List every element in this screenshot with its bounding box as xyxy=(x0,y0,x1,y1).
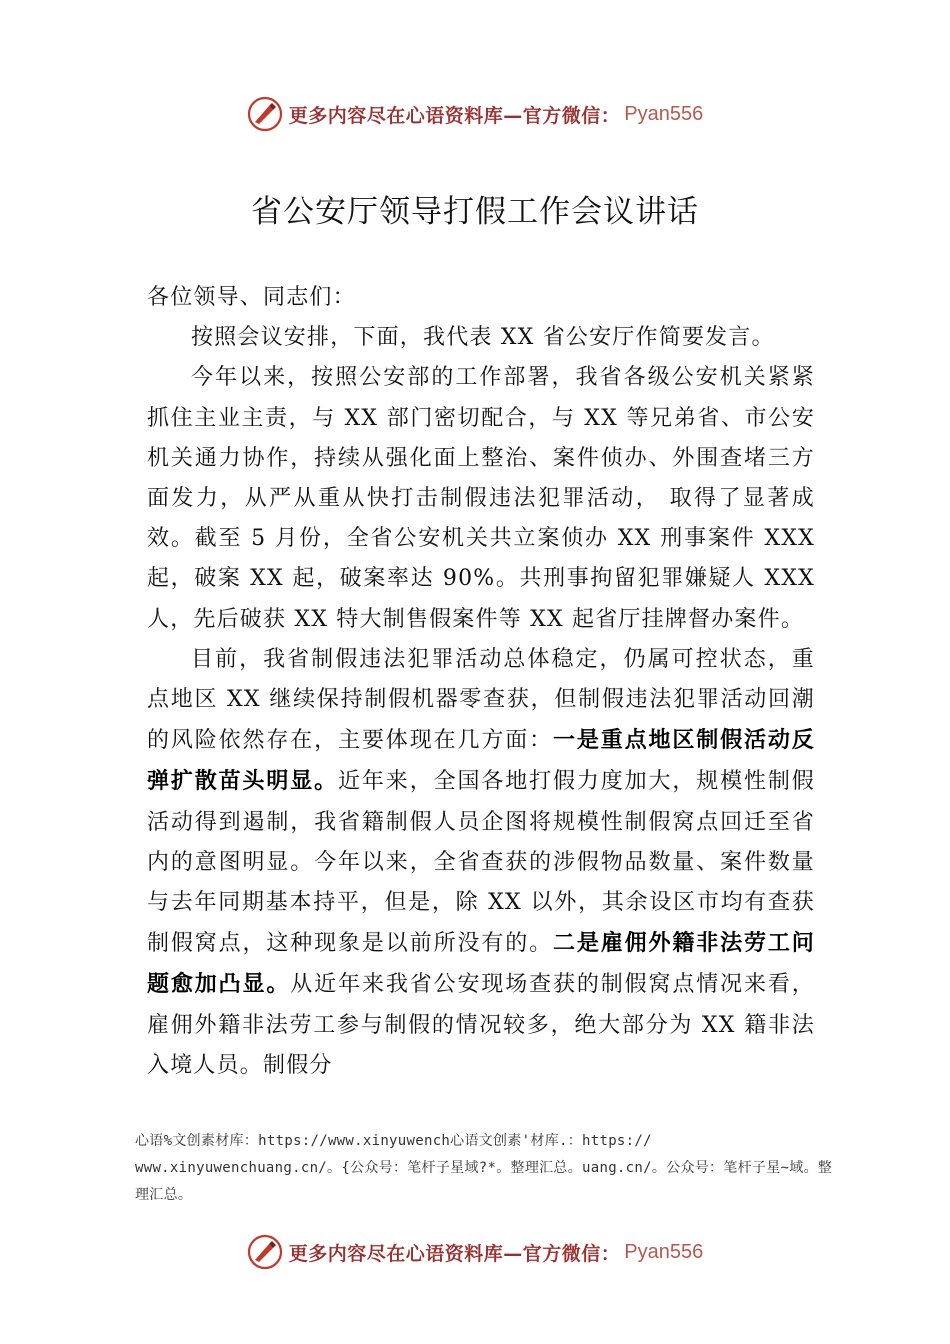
banner-wechat-id: Pyan556 xyxy=(624,1240,704,1263)
point-one-heading: 一是重点地区制假活动反弹扩散苗头明显。 xyxy=(147,727,815,795)
paragraph-3-middle: 近年来，全国各地打假力度加大，规模性制假活动得到遏制，我省籍制假人员企图将规模性制假窝点回迁至省内的意图明显。今年以来，全省查获的涉假物品数量、案件数量与去年同期基本持平，但是，除 XX 以外，其余设区市均有查获制假窝点，这种现象是以前所没有的。 xyxy=(147,769,815,957)
paragraph-3 xyxy=(147,640,815,1086)
document-title: 省公安厅领导打假工作会议讲话 xyxy=(251,194,699,230)
salutation: 各位领导、同志们： xyxy=(147,285,356,310)
point-two-heading: 二是雇佣外籍非法劳工问题愈加凸显。 xyxy=(147,930,815,998)
document-body xyxy=(147,278,815,1086)
pen-logo-icon xyxy=(247,96,283,132)
pen-logo-icon xyxy=(247,1234,283,1270)
paragraph-3-end: 从近年来我省公安现场查获的制假窝点情况来看，雇佣外籍非法劳工参与制假的情况较多，绝大部分为 XX 籍非法入境人员。制假分 xyxy=(147,972,816,1078)
banner-text: 更多内容尽在心语资料库—官方微信： xyxy=(288,1242,621,1265)
watermark-banner-bottom xyxy=(0,1230,950,1274)
watermark-banner-top xyxy=(0,92,950,136)
banner-wechat-id: Pyan556 xyxy=(624,102,704,125)
paragraph-2: 今年以来，按照公安部的工作部署，我省各级公安机关紧紧抓住主业主责，与 XX 部门密切配合，与 XX 等兄弟省、市公安机关通力协作，持续从强化面上整治、案件侦办、外围查堵三方面发力，从严从重从快打击制假违法犯罪活动， 取得了显著成效。截至 5 月份，全省公安机关共立案侦办 XX 刑事案件 XXX 起，破案 XX 起，破案率达 90%。共刑事拘留犯罪嫌疑人 XXX 人，先后破获 XX 特大制售假案件等 XX 起省厅挂牌督办案件。 xyxy=(147,365,815,632)
paragraph-1: 按照会议安排，下面，我代表 XX 省公安厅作简要发言。 xyxy=(191,325,775,351)
source-footnote: 心语%文创素材库：https://www.xinyuwench心语文创素'材库.：https:// www.xinyuwenchuang.cn/。{公众号：笔杆子星域?*。整理汇总。uang.cn/。公众号：笔杆子星~域。整理汇总。 xyxy=(135,1133,833,1203)
banner-text: 更多内容尽在心语资料库—官方微信： xyxy=(288,104,621,127)
paragraph-3-intro: 目前，我省制假违法犯罪活动总体稳定，仍属可控状态，重点地区 XX 继续保持制假机器零查获，但制假违法犯罪活动回潮的风险依然存在，主要体现在几方面： xyxy=(147,646,815,754)
